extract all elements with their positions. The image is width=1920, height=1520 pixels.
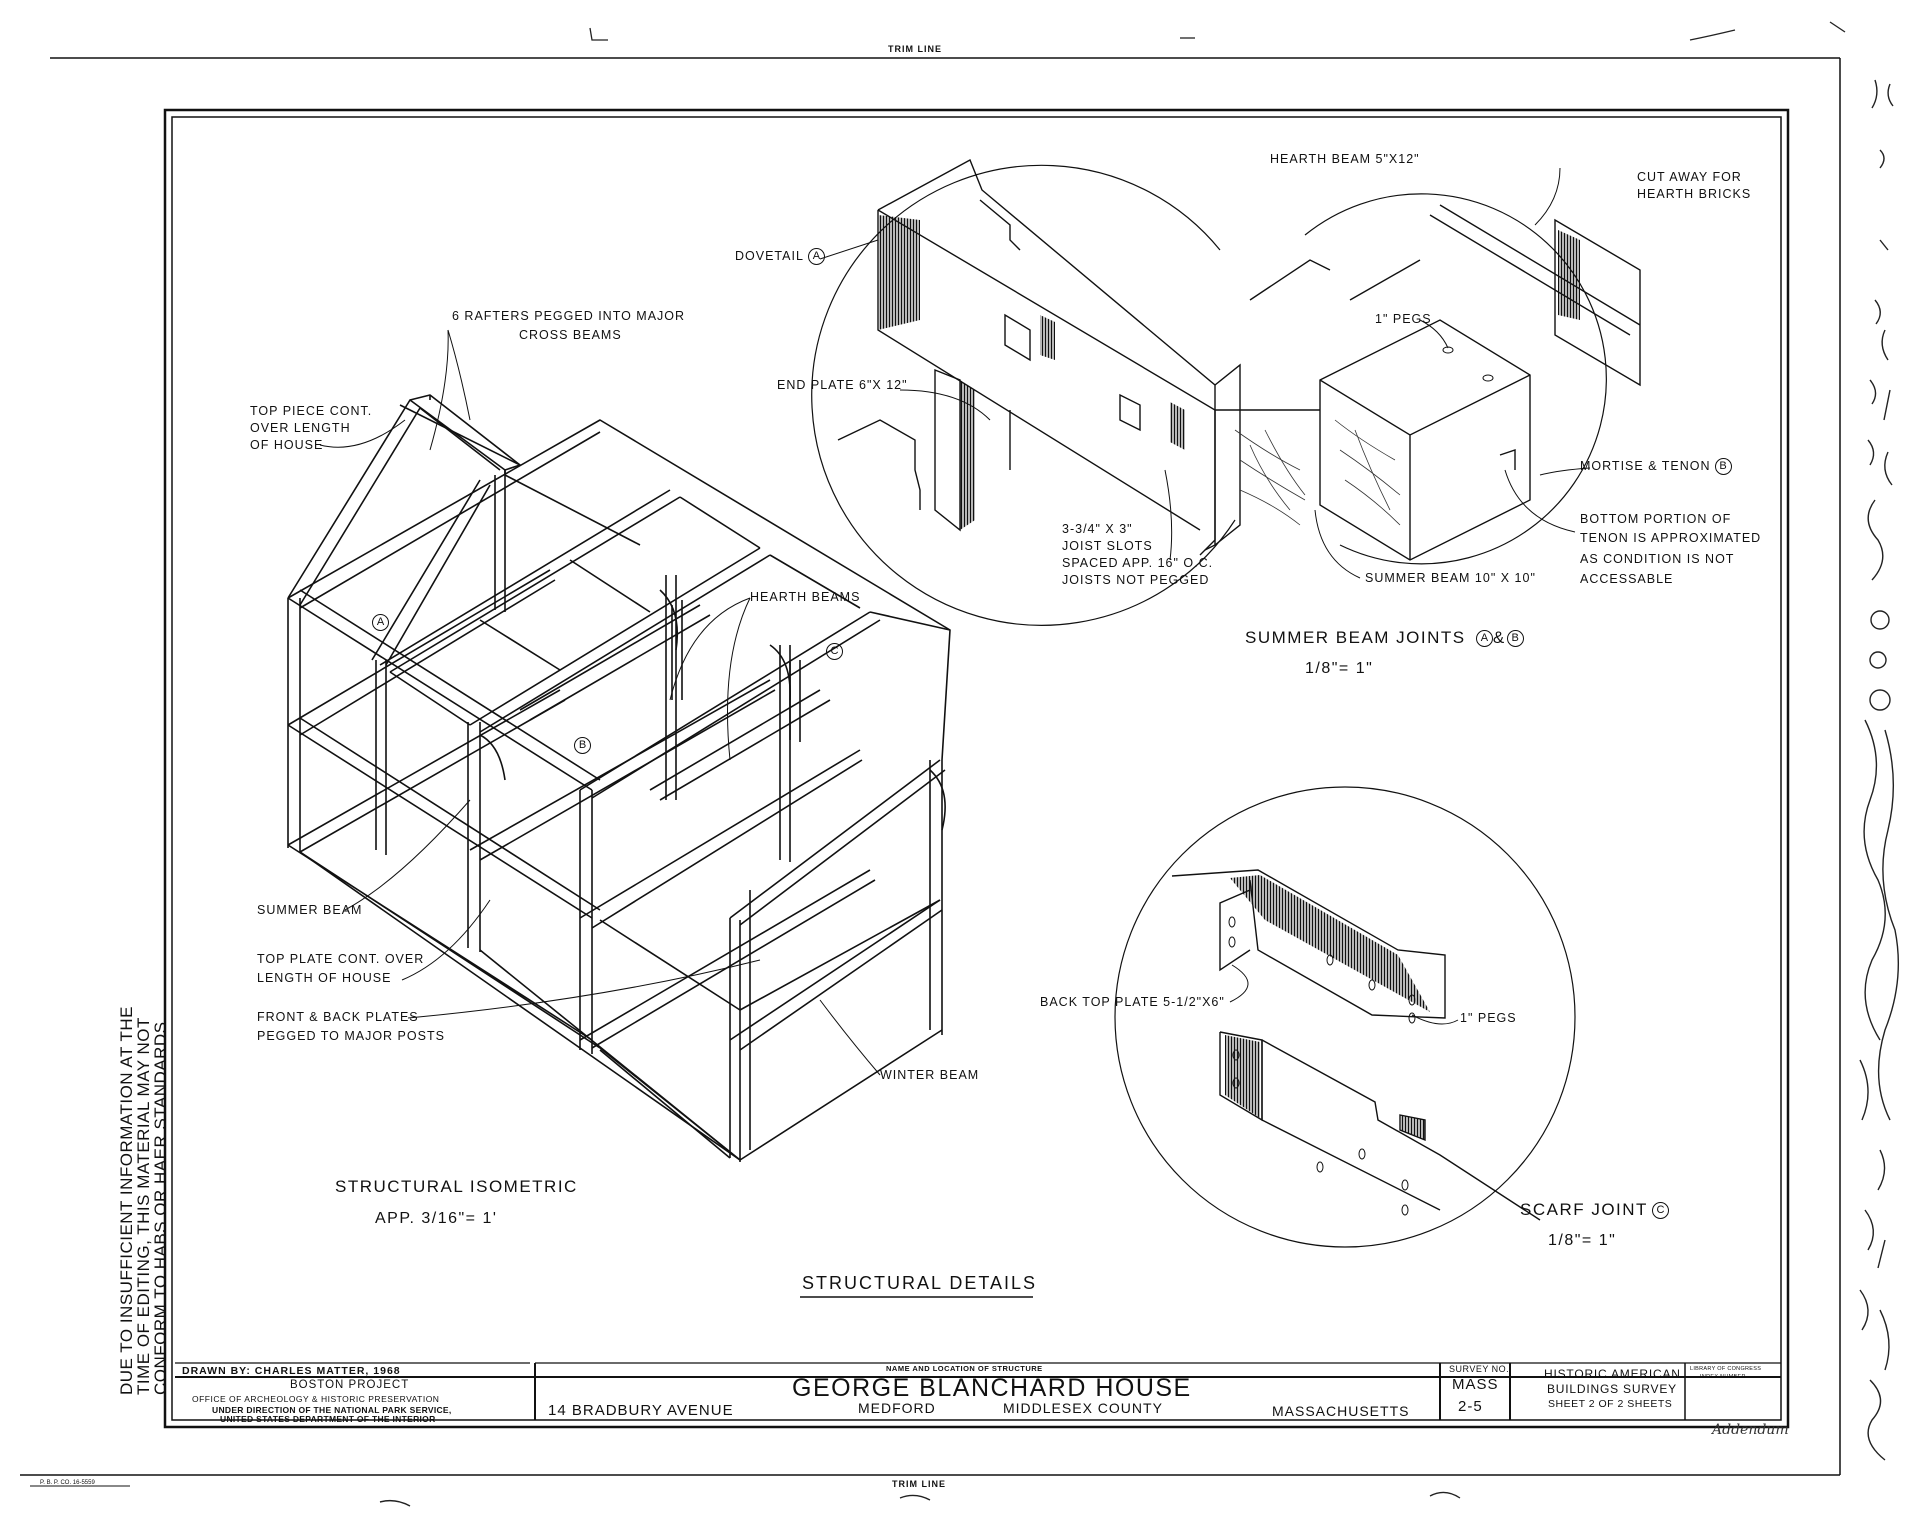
loc-line-1: LIBRARY OF CONGRESS — [1690, 1366, 1762, 1372]
label-mortise — [1580, 458, 1732, 475]
label-summer-beam: SUMMER BEAM — [257, 903, 363, 917]
state: MASSACHUSETTS — [1272, 1403, 1410, 1419]
label-top-piece-1: TOP PIECE CONT. — [250, 404, 373, 418]
marker-b-circle: B — [574, 737, 591, 754]
scarf-title-text: SCARF JOINT — [1520, 1200, 1648, 1219]
label-top-plate-1: TOP PLATE CONT. OVER — [257, 952, 425, 966]
label-joist-3: SPACED APP. 16" O.C. — [1062, 556, 1214, 570]
dovetail-marker: A — [808, 248, 825, 265]
side-note-line: CONFORM TO HABS OR HAER STANDARDS. — [151, 1016, 170, 1395]
summer-joint-detail-a — [812, 160, 1640, 625]
trim-line-bottom-label: TRIM LINE — [892, 1479, 946, 1489]
label-joist-1: 3-3/4" X 3" — [1062, 522, 1133, 536]
label-rafters-1: 6 RAFTERS PEGGED INTO MAJOR — [452, 309, 686, 323]
scarf-marker: C — [1652, 1202, 1669, 1219]
dovetail-text: DOVETAIL — [735, 248, 804, 263]
label-top-piece-2: OVER LENGTH — [250, 421, 351, 435]
main-title: STRUCTURAL DETAILS — [802, 1273, 1038, 1293]
habs-line-1: HISTORIC AMERICAN — [1544, 1367, 1681, 1381]
marker-c — [822, 643, 843, 660]
isometric-frame — [288, 395, 950, 1162]
scarf-hatching — [1225, 875, 1430, 1140]
label-bottom-3: AS CONDITION IS NOT — [1580, 552, 1735, 566]
label-end-plate: END PLATE 6"X 12" — [777, 378, 908, 392]
marker-b — [570, 737, 591, 754]
summer-marker-b: B — [1507, 630, 1524, 647]
trim-line-top-label: TRIM LINE — [888, 44, 942, 54]
label-top-piece-3: OF HOUSE — [250, 438, 324, 452]
label-bottom-2: TENON IS APPROXIMATED — [1580, 531, 1762, 545]
mortise-text: MORTISE & TENON — [1580, 458, 1711, 473]
label-joist-4: JOISTS NOT PEGGED — [1062, 573, 1210, 587]
summer-joints-scale: 1/8"= 1" — [1305, 660, 1374, 677]
addendum-note: Addendum — [1712, 1422, 1789, 1438]
label-back-top-plate: BACK TOP PLATE 5-1/2"X6" — [1040, 995, 1225, 1009]
isometric-title: STRUCTURAL ISOMETRIC — [335, 1177, 578, 1196]
side-note-line: DUE TO INSUFFICIENT INFORMATION AT THE — [117, 1006, 136, 1395]
label-pegs-top: 1" PEGS — [1375, 312, 1432, 326]
office-line-3: UNDER DIRECTION OF THE NATIONAL PARK SERVICE, — [212, 1405, 452, 1415]
survey-number-1: MASS — [1452, 1376, 1499, 1393]
habs-line-2: BUILDINGS SURVEY — [1547, 1382, 1677, 1396]
office-line-4: UNITED STATES DEPARTMENT OF THE INTERIOR — [220, 1414, 436, 1424]
office-line-2: OFFICE OF ARCHEOLOGY & HISTORIC PRESERVATION — [192, 1394, 440, 1404]
marker-c-circle: C — [826, 643, 843, 660]
side-note-line: TIME OF EDITING, THIS MATERIAL MAY NOT — [134, 1017, 153, 1395]
summer-joint-hatching — [878, 215, 1580, 530]
printer-mark: P. B. P. CO. 16-5559 — [40, 1480, 95, 1486]
isometric-scale: APP. 3/16"= 1' — [375, 1210, 498, 1227]
summer-joints-title-text: SUMMER BEAM JOINTS — [1245, 628, 1466, 647]
summer-marker-a: A — [1476, 630, 1493, 647]
label-front-back-1: FRONT & BACK PLATES — [257, 1010, 419, 1024]
end-grain — [1235, 420, 1400, 525]
sheet-info: SHEET 2 OF 2 SHEETS — [1548, 1398, 1673, 1410]
scarf-scale: 1/8"= 1" — [1548, 1232, 1617, 1249]
structure-name: GEORGE BLANCHARD HOUSE — [792, 1374, 1192, 1402]
label-hearth-beams: HEARTH BEAMS — [750, 590, 861, 604]
margin-scribbles — [1860, 80, 1898, 1460]
label-bottom-4: ACCESSABLE — [1580, 572, 1674, 586]
mortise-marker: B — [1715, 458, 1732, 475]
loc-line-2: INDEX NUMBER — [1700, 1374, 1746, 1380]
label-hearth-beam: HEARTH BEAM 5"X12" — [1270, 152, 1420, 166]
survey-label: SURVEY NO. — [1449, 1364, 1510, 1374]
label-winter-beam: WINTER BEAM — [880, 1068, 980, 1082]
label-top-plate-2: LENGTH OF HOUSE — [257, 971, 392, 985]
label-joist-2: JOIST SLOTS — [1062, 539, 1153, 553]
label-cut-away-1: CUT AWAY FOR — [1637, 170, 1742, 184]
marker-a — [368, 614, 389, 631]
summer-joints-title — [1245, 628, 1524, 648]
name-header: NAME AND LOCATION OF STRUCTURE — [886, 1364, 1043, 1373]
marker-a-circle: A — [372, 614, 389, 631]
city: MEDFORD — [858, 1400, 936, 1416]
outer-border — [165, 110, 1788, 1427]
label-cut-away-2: HEARTH BRICKS — [1637, 187, 1752, 201]
summer-marker-amp: & — [1492, 628, 1506, 647]
label-front-back-2: PEGGED TO MAJOR POSTS — [257, 1029, 445, 1043]
address: 14 BRADBURY AVENUE — [548, 1402, 734, 1419]
label-bottom-1: BOTTOM PORTION OF — [1580, 512, 1732, 526]
survey-number-2: 2-5 — [1458, 1398, 1483, 1415]
leader-winter-beam — [820, 1000, 880, 1075]
label-dovetail — [735, 248, 825, 265]
label-scarf-pegs: 1" PEGS — [1460, 1011, 1517, 1025]
side-note — [117, 1006, 170, 1395]
label-rafters-2: CROSS BEAMS — [519, 328, 622, 342]
office-line-1: BOSTON PROJECT — [290, 1379, 410, 1391]
county: MIDDLESEX COUNTY — [1003, 1400, 1163, 1416]
scarf-title — [1520, 1200, 1669, 1220]
label-summer-beam-size: SUMMER BEAM 10" X 10" — [1365, 571, 1536, 585]
drawn-by: DRAWN BY: CHARLES MATTER, 1968 — [182, 1365, 401, 1377]
